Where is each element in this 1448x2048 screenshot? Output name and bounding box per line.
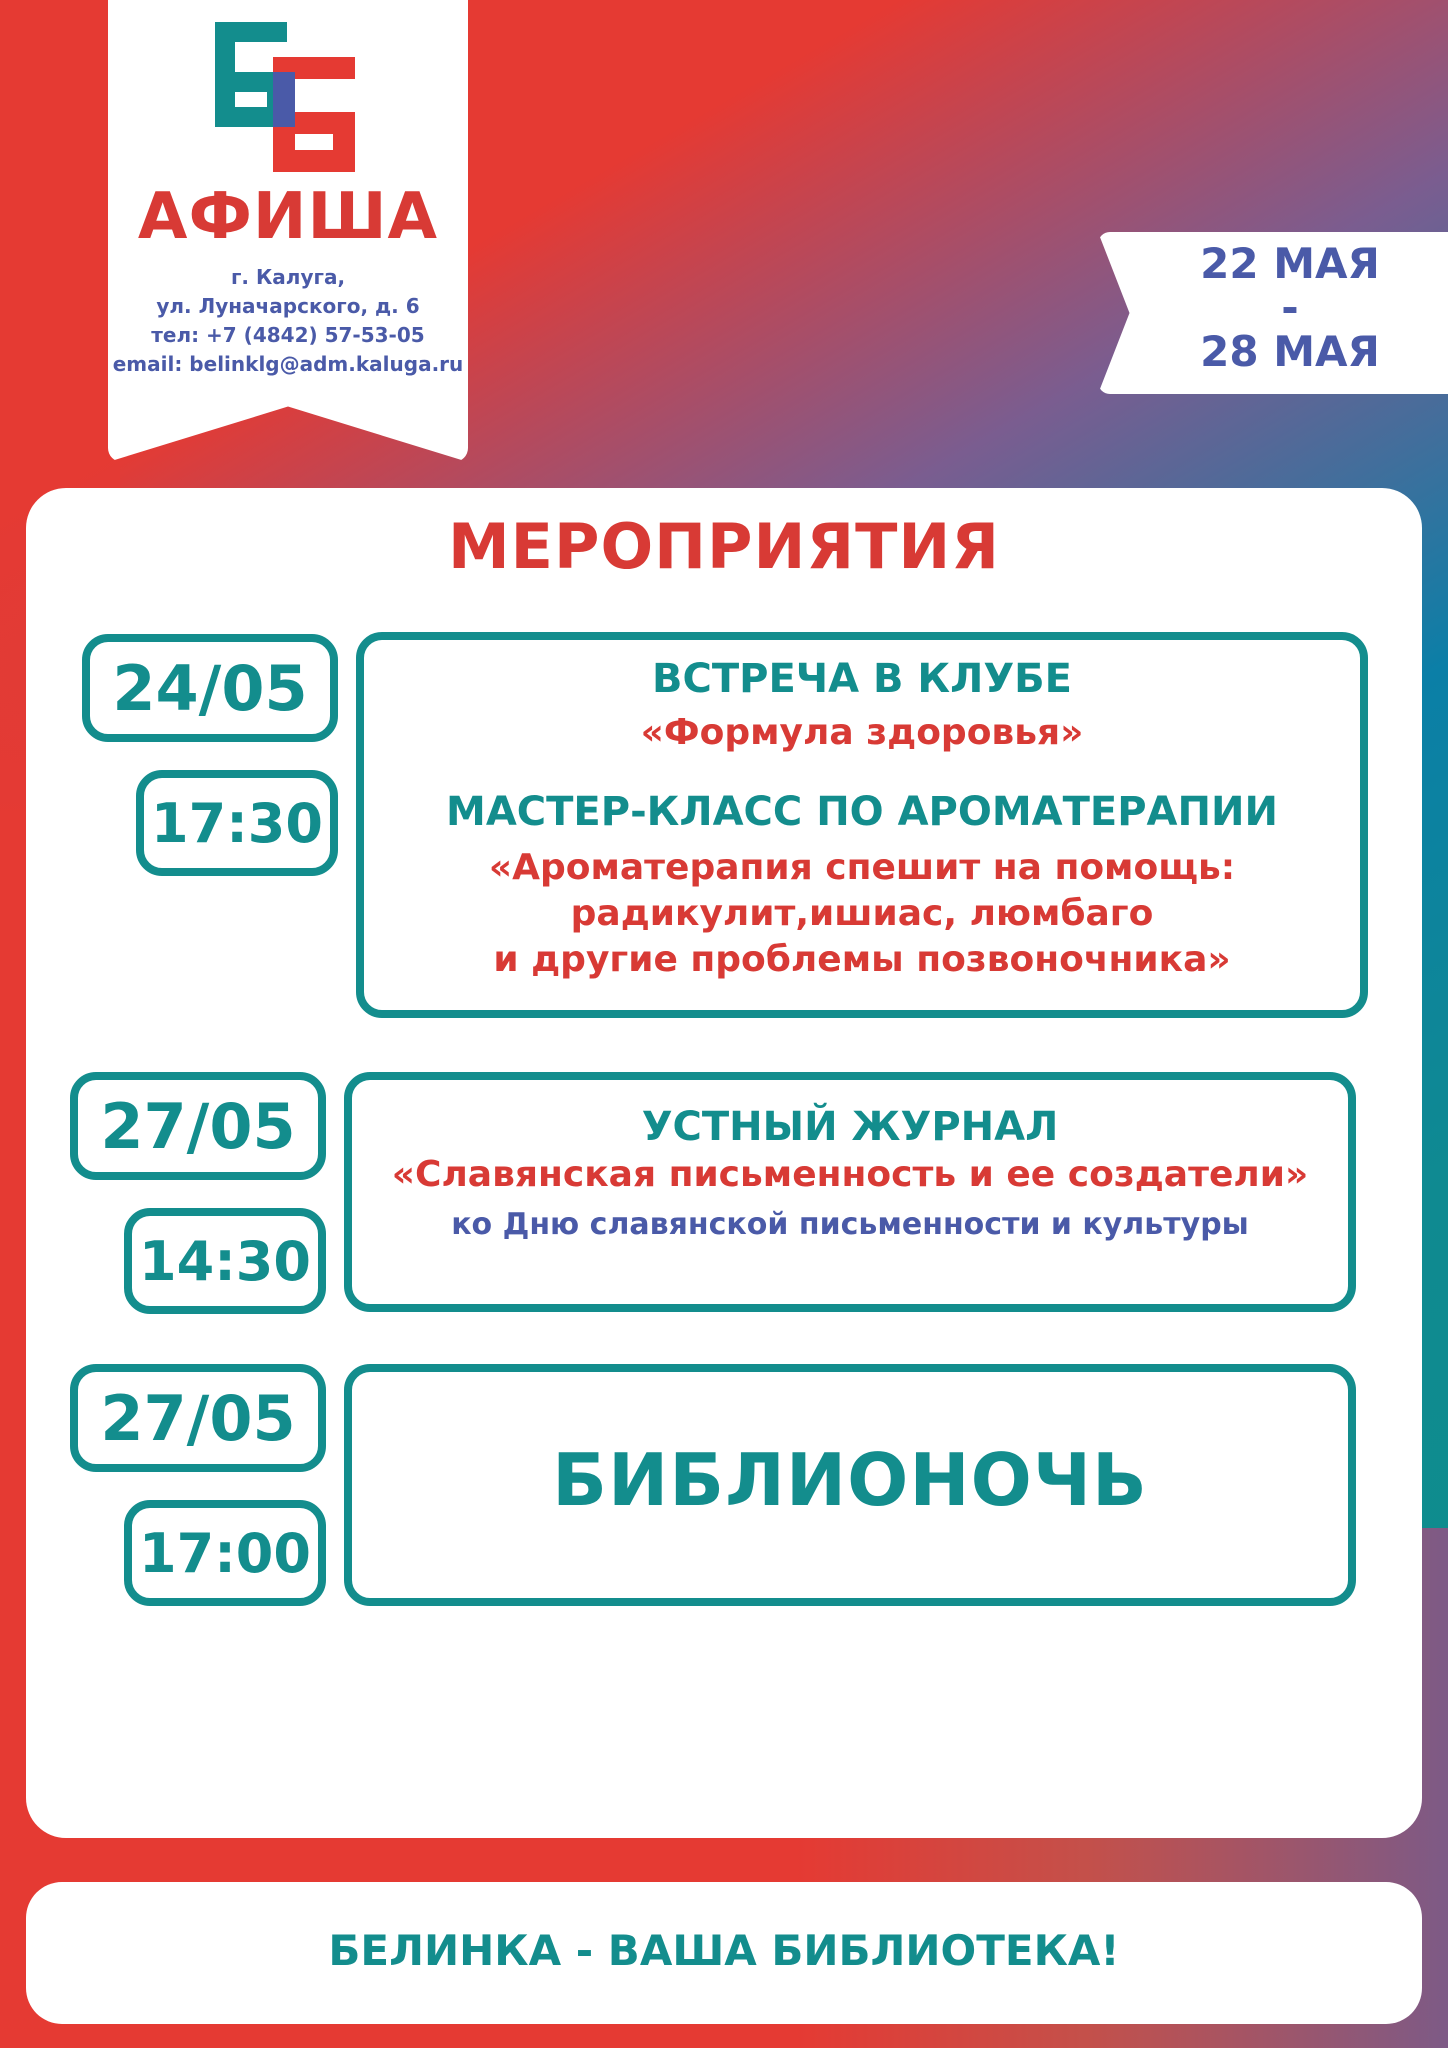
event-1-card [356,632,1368,1018]
event-1-type: ВСТРЕЧА В КЛУБЕ [652,656,1072,702]
event-3-note: ко Дню славянской письменности и культуры [451,1207,1249,1242]
event-3-time: 14:30 [124,1208,326,1314]
event-4-date: 27/05 [70,1364,326,1472]
date-range-end: 28 МАЯ [1200,327,1380,376]
event-2-name-line-3: и другие проблемы позвоночника» [493,939,1231,980]
slogan: БЕЛИНКА - ВАША БИБЛИОТЕКА! [328,1926,1120,1975]
event-1-date: 24/05 [82,634,338,742]
date-range-start: 22 МАЯ [1200,239,1380,288]
library-logo-icon [215,22,355,172]
address-street: ул. Луначарского, д. 6 [156,294,420,318]
event-3-date: 27/05 [70,1072,326,1180]
afisha-title: АФИША [137,180,439,254]
event-3-name: «Славянская письменность и ее создатели» [391,1154,1309,1195]
section-title: МЕРОПРИЯТИЯ [447,510,1001,583]
event-2-name-line-2: радикулит,ишиас, люмбаго [570,893,1154,934]
address-email: email: belinklg@adm.kaluga.ru [112,352,464,376]
event-3-type: УСТНЫЙ ЖУРНАЛ [641,1104,1059,1150]
event-2-name-line-1: «Ароматерапия спешит на помощь: [488,847,1236,888]
event-4-card [344,1364,1356,1606]
address-city: г. Калуга, [230,265,346,289]
address-phone: тел: +7 (4842) 57-53-05 [151,323,425,347]
event-2-type: МАСТЕР-КЛАСС ПО АРОМАТЕРАПИИ [446,789,1278,835]
date-range-separator: - [1281,283,1299,332]
date-range [1180,239,1400,376]
library-address [108,263,468,379]
event-1-name: «Формула здоровья» [640,712,1084,753]
event-4-name: БИБЛИОНОЧЬ [552,1438,1148,1522]
event-1-time: 17:30 [136,770,338,876]
event-4-time: 17:00 [124,1500,326,1606]
event-3-card [344,1072,1356,1312]
